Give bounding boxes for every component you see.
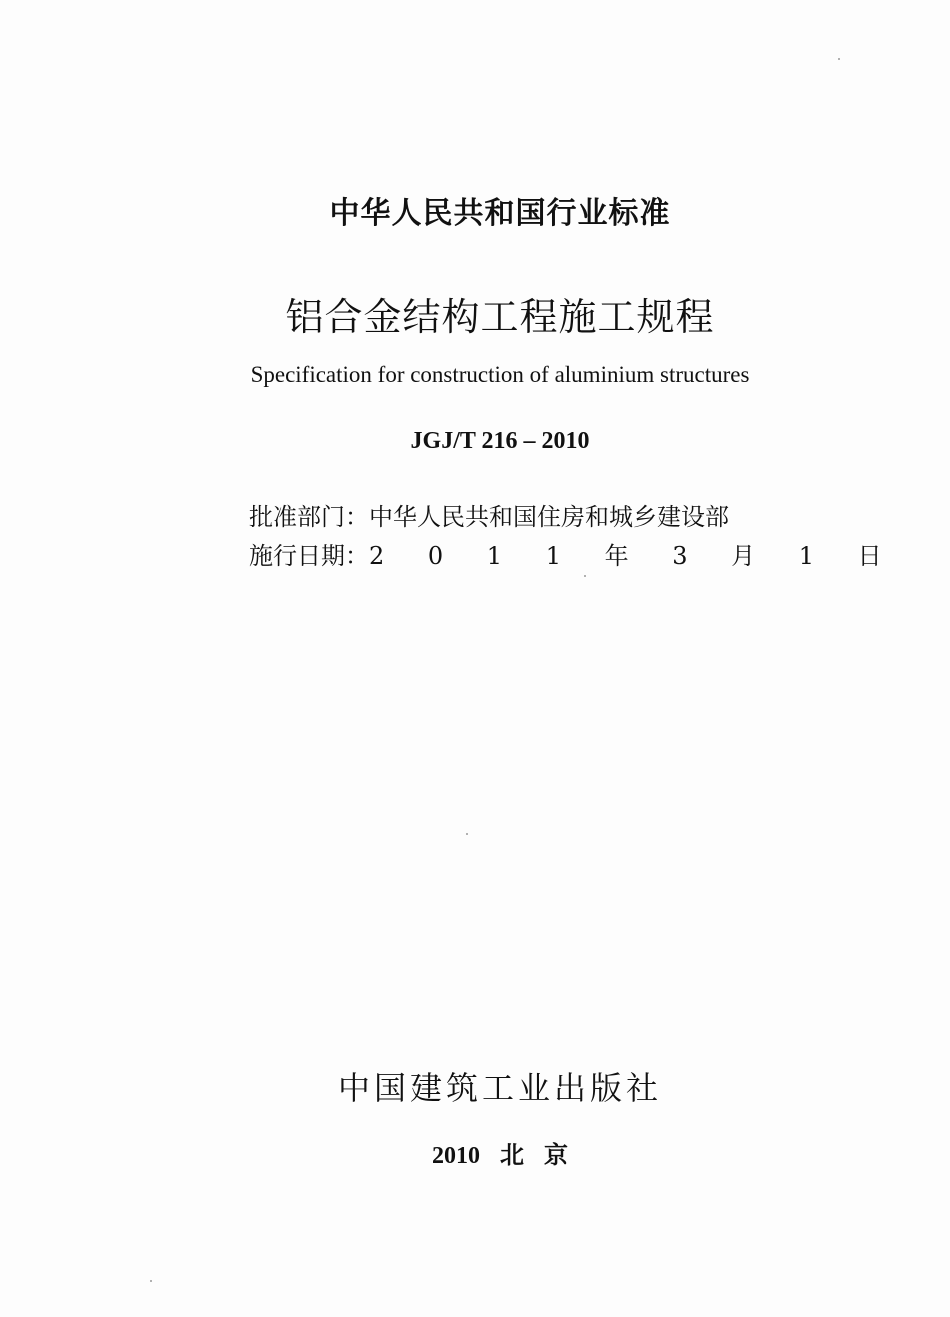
scan-speck	[466, 833, 468, 835]
effective-date-line	[249, 536, 900, 571]
scan-speck	[150, 1280, 152, 1282]
approver-value: 中华人民共和国住房和城乡建设部	[369, 503, 729, 531]
scan-speck	[584, 575, 586, 577]
standard-category: 中华人民共和国行业标准	[329, 196, 671, 231]
date-label: 施行日期：	[249, 542, 369, 570]
approver-line	[249, 497, 729, 532]
standard-code: JGJ/T 216 – 2010	[410, 428, 590, 454]
publication-year-city: 2010 北 京	[432, 1143, 568, 1169]
scan-speck	[838, 58, 840, 60]
publisher-name: 中国建筑工业出版社	[337, 1069, 662, 1107]
title-chinese: 铝合金结构工程施工规程	[285, 295, 715, 339]
approver-label: 批准部门：	[249, 503, 369, 531]
date-value: 2 0 1 1 年 3 月 1 日	[369, 542, 900, 570]
title-english: Specification for construction of aluminium structures	[250, 362, 750, 387]
